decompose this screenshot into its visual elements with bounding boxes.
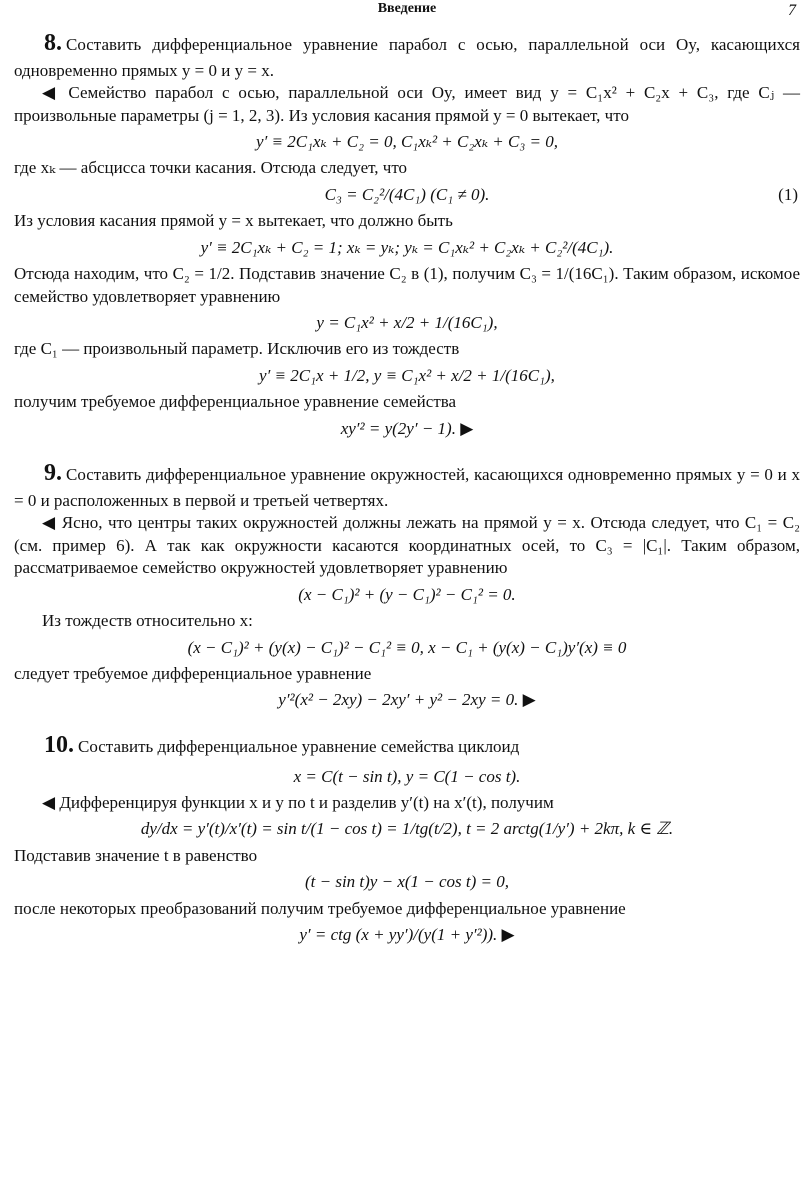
equation-number-1: (1) xyxy=(778,184,798,204)
problem-8-text: Составить дифференциальное уравнение парабол с осью, параллельной оси Oy, касающихся одновременно прямых y = 0 и y = x. xyxy=(14,35,800,80)
problem-10-text-4: после некоторых преобразований получим требуемое дифференциальное уравнение xyxy=(14,898,626,918)
problem-8-text-2: где xₖ — абсцисса точки касания. Отсюда следует, что xyxy=(14,158,408,178)
problem-9-text-2: Из тождеств относительно x: xyxy=(42,611,253,631)
problem-8-equation-1: y′ ≡ 2C₁xₖ + C₂ = 0, C₁xₖ² + C₂xₖ + C₃ = 0, xyxy=(256,131,558,151)
problem-8-equation-4: y = C₁x² + x/2 + 1/(16C₁), xyxy=(316,313,498,333)
problem-9-equation-1: (x − C₁)² + (y − C₁)² − C₁² = 0. xyxy=(298,584,516,604)
problem-8-solution-intro: ◀ Семейство парабол с осью, параллельной оси Oy, имеет вид y = C₁x² + C₂x + C₃, где Cⱼ — произвольные параметры (j = 1, 2, 3). Из условия касания прямой y = 0 вытекает, что xyxy=(14,83,800,125)
problem-8-equation-6: xy′² = y(2y′ − 1). ▶ xyxy=(340,418,474,438)
page-number: 7 xyxy=(788,2,796,19)
problem-9-number: 9. xyxy=(44,460,62,487)
problem-8-text-3: Из условия касания прямой y = x вытекает, что должно быть xyxy=(14,211,453,231)
problem-9-equation-2: (x − C₁)² + (y(x) − C₁)² − C₁² ≡ 0, x − C₁ + (y(x) − C₁)y′(x) ≡ 0 xyxy=(187,637,627,657)
problem-9-statement xyxy=(14,458,800,512)
problem-8-text-5: где C₁ — произвольный параметр. Исключив его из тождеств xyxy=(14,339,460,359)
problem-8-equation-2: C₃ = C₂²/(4C₁) (C₁ ≠ 0). xyxy=(324,184,490,204)
problem-8-number: 8. xyxy=(44,30,62,56)
problem-8-equation-3: y′ ≡ 2C₁xₖ + C₂ = 1; xₖ = yₖ; yₖ = C₁xₖ² + C₂xₖ + C₂²/(4C₁). xyxy=(200,237,614,257)
problem-10-equation-1: x = C(t − sin t), y = C(1 − cos t). xyxy=(293,766,521,786)
problem-8-equation-2-row xyxy=(14,184,800,206)
problem-10-text: Составить дифференциальное уравнение семейства циклоид xyxy=(78,736,520,756)
problem-10-equation-3: (t − sin t)y − x(1 − cos t) = 0, xyxy=(304,872,510,892)
problem-10-equation-4: y′ = ctg (x + yy′)/(y(1 + y′²)). ▶ xyxy=(299,925,515,945)
spacer xyxy=(14,716,800,726)
problem-9-solution-intro: ◀ Ясно, что центры таких окружностей должны лежать на прямой y = x. Отсюда следует, что C₁ = C₂ (см. пример 6). А так как окружности касаются координатных осей, то C₃ = |C₁|. Таким образом, рассматриваемое семейство окружностей удовлетворяет уравнению xyxy=(14,513,800,578)
problem-10-solution-intro: ◀ Дифференцируя функции x и y по t и разделив y′(t) на x′(t), получим xyxy=(42,792,554,812)
problem-8-equation-5: y′ ≡ 2C₁x + 1/2, y ≡ C₁x² + x/2 + 1/(16C₁), xyxy=(259,365,555,385)
problem-8-text-6: получим требуемое дифференциальное уравнение семейства xyxy=(14,392,457,412)
problem-9-text-3: следует требуемое дифференциальное уравнение xyxy=(14,663,372,683)
running-header xyxy=(14,0,800,24)
problem-10-equation-2: dy/dx = y′(t)/x′(t) = sin t/(1 − cos t) = 1/tg(t/2), t = 2 arctg(1/y′) + 2kπ, k ∈ ℤ. xyxy=(140,819,674,839)
spacer xyxy=(14,444,800,454)
problem-8-statement xyxy=(14,28,800,82)
problem-8-text-4: Отсюда находим, что C₂ = 1/2. Подставив значение C₂ в (1), получим C₃ = 1/(16C₁). Таким образом, искомое семейство удовлетворяет уравнению xyxy=(14,264,800,306)
chapter-title: Введение xyxy=(377,1,437,16)
problem-10-statement xyxy=(14,730,800,762)
problem-10-number: 10. xyxy=(44,731,74,758)
problem-9-text: Составить дифференциальное уравнение окружностей, касающихся одновременно прямых y = 0 и x = 0 и расположенных в первой и третьей четвертях. xyxy=(14,465,800,510)
problem-10-text-3: Подставив значение t в равенство xyxy=(14,845,258,865)
problem-9-equation-3: y′²(x² − 2xy) − 2xy′ + y² − 2xy = 0. ▶ xyxy=(278,690,536,710)
